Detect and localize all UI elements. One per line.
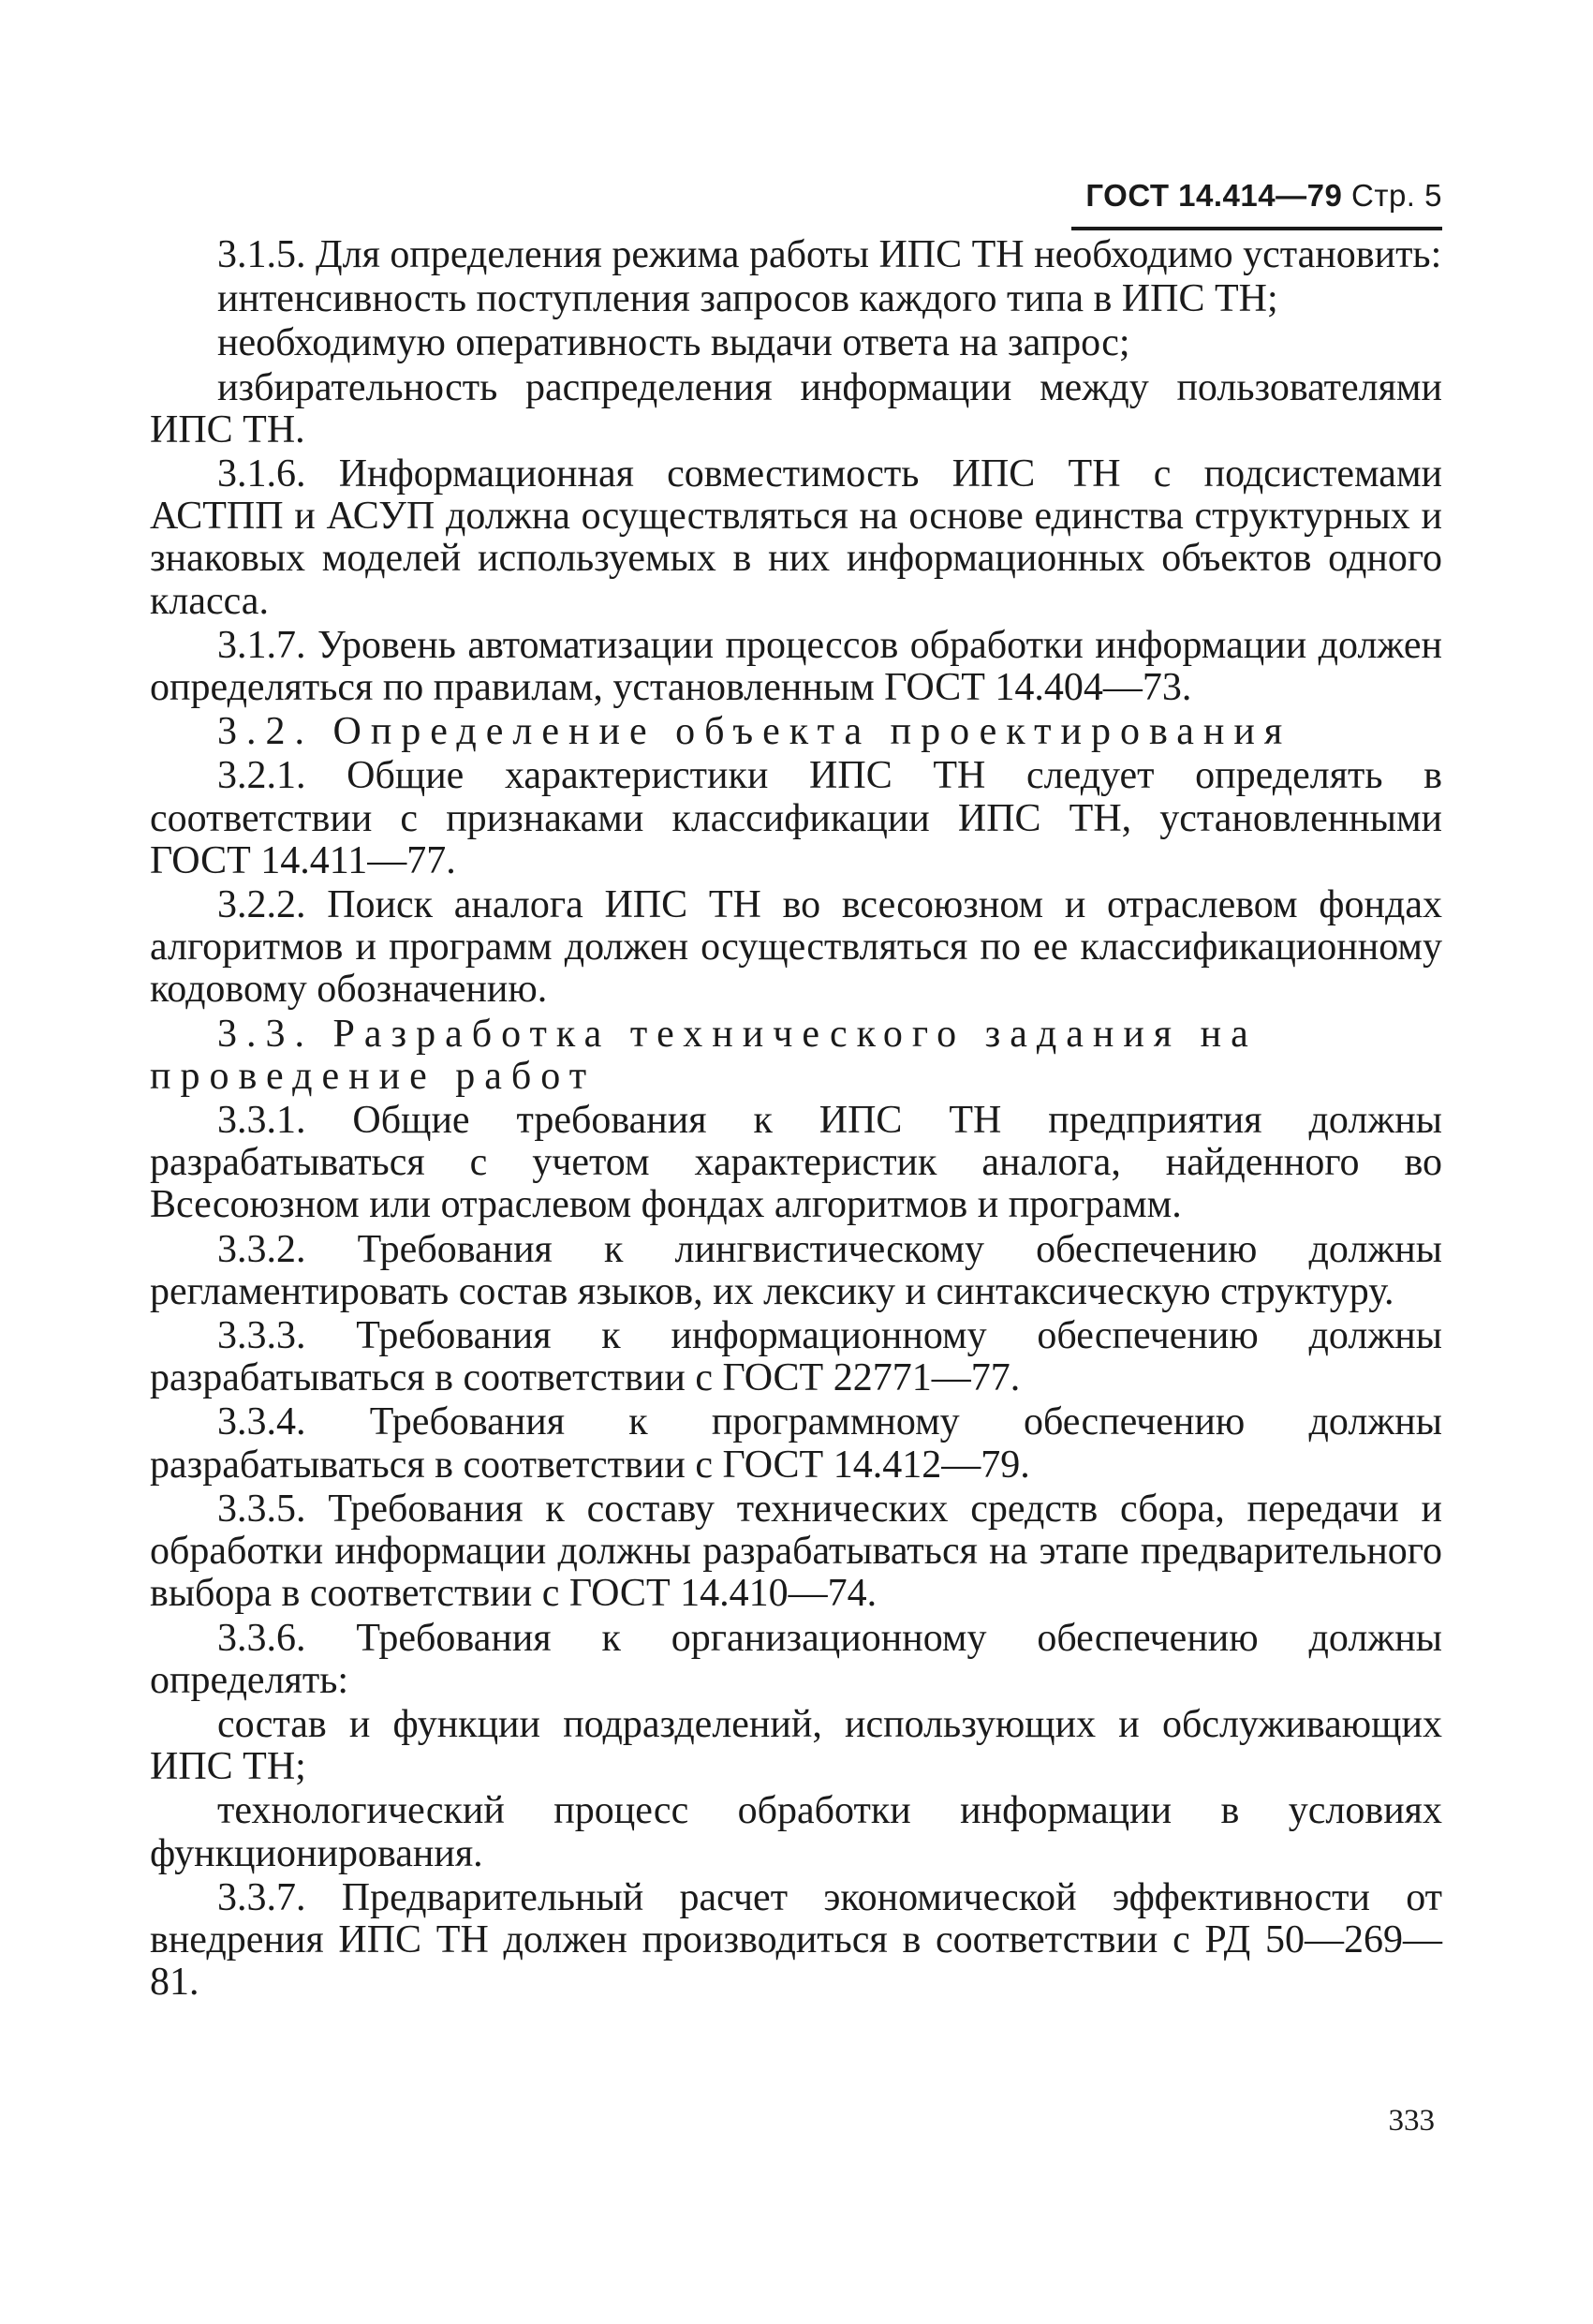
list-item-departments: состав и функции подразделений, использующих и обслуживающих ИПС ТН; xyxy=(150,1702,1442,1789)
list-item-responsiveness: необходимую оперативность выдачи ответа на запрос; xyxy=(217,321,1130,365)
paragraph-3-3-3: 3.3.3. Требования к информационному обеспечению должны разрабатываться в соответствии с ГОСТ 22771—77. xyxy=(150,1314,1442,1400)
document-page xyxy=(150,141,1442,2248)
paragraph-3-2-2: 3.2.2. Поиск аналога ИПС ТН во всесоюзном и отраслевом фондах алгоритмов и программ должен осуществляться по ее классификационному кодовому обозначению. xyxy=(150,883,1442,1012)
document-code: ГОСТ 14.414—79 xyxy=(1085,178,1343,213)
list-item-process: технологический процесс обработки информации в условиях функционирования. xyxy=(150,1789,1442,1875)
paragraph-3-3-1: 3.3.1. Общие требования к ИПС ТН предприятия должны разрабатываться с учетом характеристик аналога, найденного во Всесоюзном или отраслевом фондах алгоритмов и программ. xyxy=(150,1099,1442,1227)
page-label: Стр. 5 xyxy=(1351,178,1442,213)
section-heading-3-2: 3.2. Определение объекта проектирования xyxy=(217,710,1292,754)
body-text xyxy=(150,234,1442,2006)
paragraph-3-3-4: 3.3.4. Требования к программному обеспечению должны разрабатываться в соответствии с ГОСТ 14.412—79. xyxy=(150,1400,1442,1487)
paragraph-3-3-6: 3.3.6. Требования к организационному обеспечению должны определять: xyxy=(150,1616,1442,1702)
paragraph-3-1-6: 3.1.6. Информационная совместимость ИПС ТН с подсистемами АСТПП и АСУП должна осуществляться на основе единства структурных и знаковых моделей используемых в них информационных объектов одного класса. xyxy=(150,452,1442,623)
paragraph-3-3-7: 3.3.7. Предварительный расчет экономической эффективности от внедрения ИПС ТН должен производиться в соответствии с РД 50—269—81. xyxy=(150,1875,1442,2005)
paragraph-3-3-5: 3.3.5. Требования к составу технических средств сбора, передачи и обработки информации должны разрабатываться на этапе предварительного выбора в соответствии с ГОСТ 14.410—74. xyxy=(150,1487,1442,1616)
list-item-intensity: интенсивность поступления запросов каждого типа в ИПС ТН; xyxy=(217,277,1278,321)
page-header xyxy=(150,159,1442,215)
paragraph-3-1-5: 3.1.5. Для определения режима работы ИПС ТН необходимо установить: xyxy=(217,233,1442,276)
page-number: 333 xyxy=(1388,2104,1435,2138)
paragraph-3-1-7: 3.1.7. Уровень автоматизации процессов обработки информации должен определяться по правилам, установленным ГОСТ 14.404—73. xyxy=(150,623,1442,710)
header-rule xyxy=(1071,227,1442,230)
header-label xyxy=(1085,178,1442,214)
section-heading-3-3: 3.3. Разработка технического задания на проведение работ xyxy=(150,1012,1258,1098)
list-item-selectivity: избирательность распределения информации между пользователями ИПС ТН. xyxy=(150,365,1442,451)
paragraph-3-2-1: 3.2.1. Общие характеристики ИПС ТН следует определять в соответствии с признаками классификации ИПС ТН, установленными ГОСТ 14.411—77. xyxy=(150,754,1442,882)
paragraph-3-3-2: 3.3.2. Требования к лингвистическому обеспечению должны регламентировать состав языков, их лексику и синтаксическую структуру. xyxy=(150,1227,1442,1313)
